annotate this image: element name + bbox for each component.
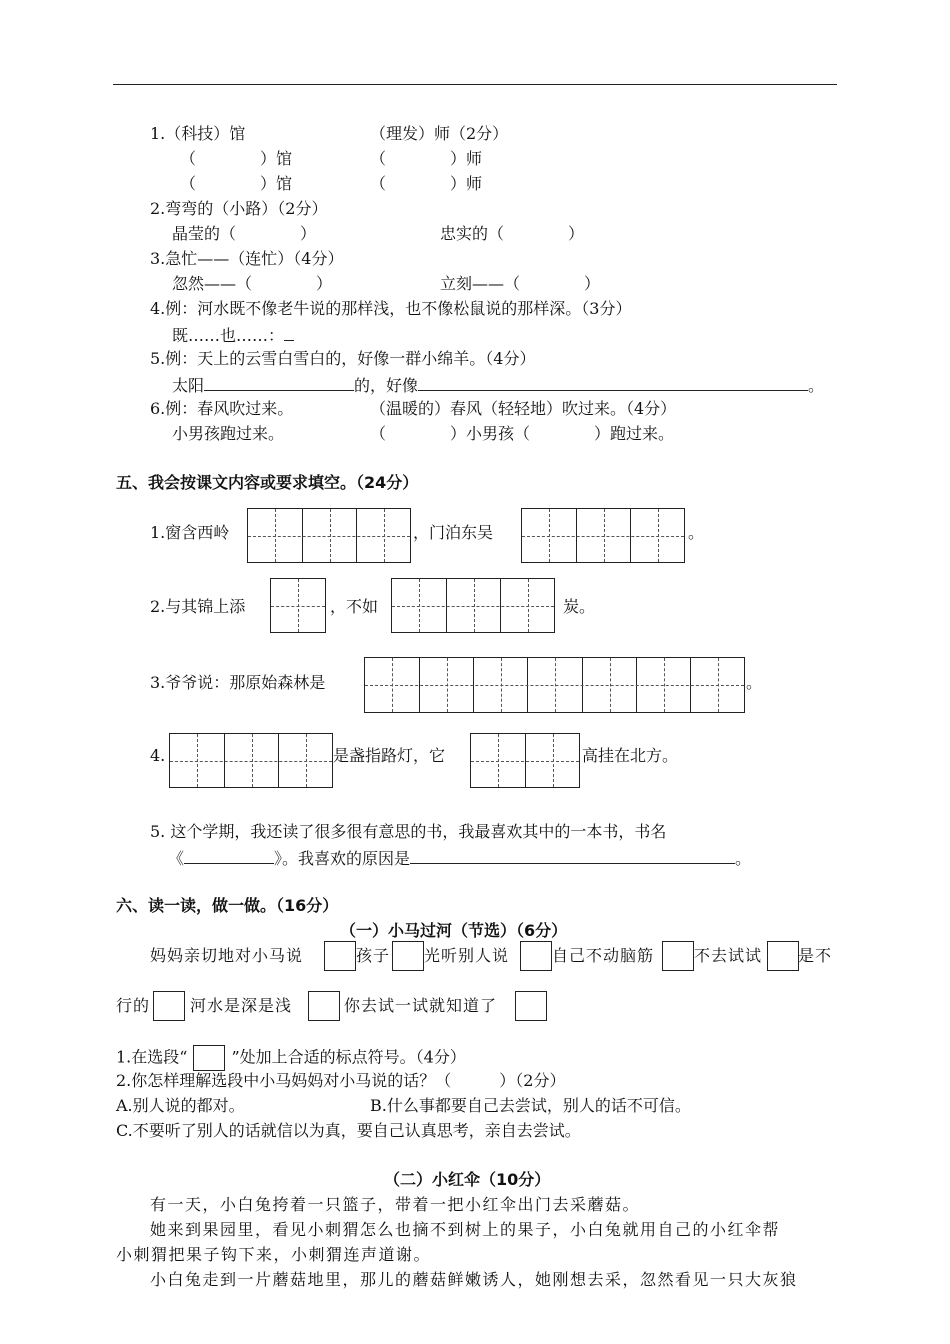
- s5-q2-a: 2.与其锦上添: [150, 597, 246, 616]
- s6-p1-4: 自己不动脑筋: [552, 946, 655, 965]
- top-rule: [113, 84, 837, 85]
- q4-item6-c: 小男孩跑过来。: [172, 424, 285, 443]
- grid-guide-horizontal: [365, 685, 744, 686]
- grid-guide-horizontal: [392, 606, 554, 607]
- s5-q4-b: 是盏指路灯，它: [333, 746, 446, 765]
- s6-p2-3: 你去试一试就知道了: [344, 996, 498, 1015]
- s6-read-4: 小白兔走到一片蘑菇地里，那儿的蘑菇鲜嫩诱人，她刚想去采，忽然看见一只大灰狼: [150, 1270, 798, 1289]
- punct-box-5[interactable]: [767, 941, 799, 971]
- q4-item5-a: 太阳 的，好像 。: [172, 376, 825, 395]
- s6-p1-3: 光听别人说: [424, 946, 510, 965]
- q4-item6-b: （温暖的）春风（轻轻地）吹过来。（4分）: [370, 399, 677, 418]
- s6-optA: A.别人说的都对。: [116, 1096, 245, 1115]
- s6-qa: 1.在选段“ ”处加上合适的标点符号。（4分）: [116, 1045, 466, 1071]
- s5-q2-grid-1[interactable]: [270, 578, 326, 633]
- s5-q5-b: 《 》。我喜欢的原因是 。: [168, 849, 752, 868]
- s5-q2-b: ，不如: [330, 597, 379, 616]
- s6-sub1-title: （一）小马过河（节选）（6分）: [340, 921, 568, 940]
- s5-q1-c: 。: [688, 523, 705, 542]
- q4-item1-b: （理发）师（2分）: [370, 124, 509, 143]
- punct-box-2[interactable]: [392, 941, 424, 971]
- grid-guide-horizontal: [271, 606, 325, 607]
- q4-item1-blank-b1: （ ）师: [370, 149, 483, 168]
- q4-item4-a: 既……也……：: [172, 324, 294, 346]
- q4-item2: 2.弯弯的（小路）（2分）: [150, 199, 328, 218]
- q4-item3: 3.急忙——（连忙）（4分）: [150, 249, 344, 268]
- s6-read-1: 有一天，小白兔挎着一只篮子，带着一把小红伞出门去采蘑菇。: [150, 1195, 641, 1214]
- punct-box-8[interactable]: [515, 991, 547, 1021]
- s6-p1-1: 妈妈亲切地对小马说: [150, 946, 304, 965]
- q4-item6-a: 6.例：春风吹过来。: [150, 399, 294, 418]
- punct-box-3[interactable]: [520, 941, 552, 971]
- s6-p2-2: 河水是深是浅: [190, 996, 293, 1015]
- s6-p1-5: 不去试试: [694, 946, 763, 965]
- s5-q2-c: 炭。: [563, 597, 596, 616]
- s6-read-3: 小刺猬把果子钩下来，小刺猬连声道谢。: [116, 1245, 432, 1264]
- s6-optC: C.不要听了别人的话就信以为真，要自己认真思考，亲自去尝试。: [116, 1121, 581, 1140]
- section5-title: 五、我会按课文内容或要求填空。（24分）: [116, 473, 419, 492]
- q4-item4: 4.例：河水既不像老牛说的那样浅，也不像松鼠说的那样深。（3分）: [150, 299, 632, 318]
- s5-q1-b: ，门泊东吴: [413, 523, 494, 542]
- s5-q3-grid[interactable]: [364, 657, 745, 713]
- s5-q4-a: 4.: [150, 746, 166, 765]
- s5-q2-grid-2[interactable]: [391, 578, 555, 633]
- q4-item2-b: 忠实的（ ）: [440, 224, 585, 243]
- s5-q4-grid-2[interactable]: [470, 733, 580, 788]
- s5-q1-a: 1.窗含西岭: [150, 523, 230, 542]
- s5-q4-grid-1[interactable]: [169, 733, 333, 788]
- s5-q5-a: 5. 这个学期，我还读了很多很有意思的书，我最喜欢其中的一本书，书名: [150, 822, 667, 841]
- q4-item1-blank-a1: （ ）馆: [180, 149, 293, 168]
- s5-q4-c: 高挂在北方。: [582, 746, 679, 765]
- grid-guide-horizontal: [170, 761, 332, 762]
- punct-box-4[interactable]: [662, 941, 694, 971]
- q4-item1-a: 1.（科技）馆: [150, 124, 246, 143]
- q4-item6-d: （ ）小男孩（ ）跑过来。: [370, 424, 675, 443]
- punct-box-1[interactable]: [324, 941, 356, 971]
- section6-title: 六、读一读，做一做。（16分）: [116, 896, 339, 915]
- s6-p1-2: 孩子: [356, 946, 391, 965]
- punct-box-7[interactable]: [308, 991, 340, 1021]
- q4-item1-blank-b2: （ ）师: [370, 174, 483, 193]
- q4-item3-b: 立刻——（ ）: [440, 274, 601, 293]
- grid-guide-horizontal: [248, 536, 410, 537]
- s5-q1-grid-2[interactable]: [521, 508, 685, 563]
- grid-guide-horizontal: [522, 536, 684, 537]
- q4-item3-a: 忽然——（ ）: [172, 274, 333, 293]
- s6-sub2-title: （二）小红伞（10分）: [384, 1170, 551, 1189]
- punct-box-6[interactable]: [153, 991, 185, 1021]
- s6-optB: B.什么事都要自己去尝试，别人的话不可信。: [370, 1096, 691, 1115]
- s6-qb: 2.你怎样理解选段中小马妈妈对小马说的话？（ ）（2分）: [116, 1071, 566, 1090]
- s6-p1-6: 是不: [798, 946, 833, 965]
- q4-item5: 5.例：天上的云雪白雪白的，好像一群小绵羊。（4分）: [150, 349, 536, 368]
- q4-item1-blank-a2: （ ）馆: [180, 174, 293, 193]
- s6-p2-1: 行的: [116, 996, 151, 1015]
- s5-q1-grid-1[interactable]: [247, 508, 411, 563]
- s5-q3-b: 。: [746, 673, 763, 692]
- grid-guide-horizontal: [471, 761, 579, 762]
- s5-q3-a: 3.爷爷说：那原始森林是: [150, 673, 326, 692]
- q4-item2-a: 晶莹的（ ）: [172, 224, 317, 243]
- s6-read-2: 她来到果园里，看见小刺猬怎么也摘不到树上的果子，小白兔就用自己的小红伞帮: [150, 1220, 781, 1239]
